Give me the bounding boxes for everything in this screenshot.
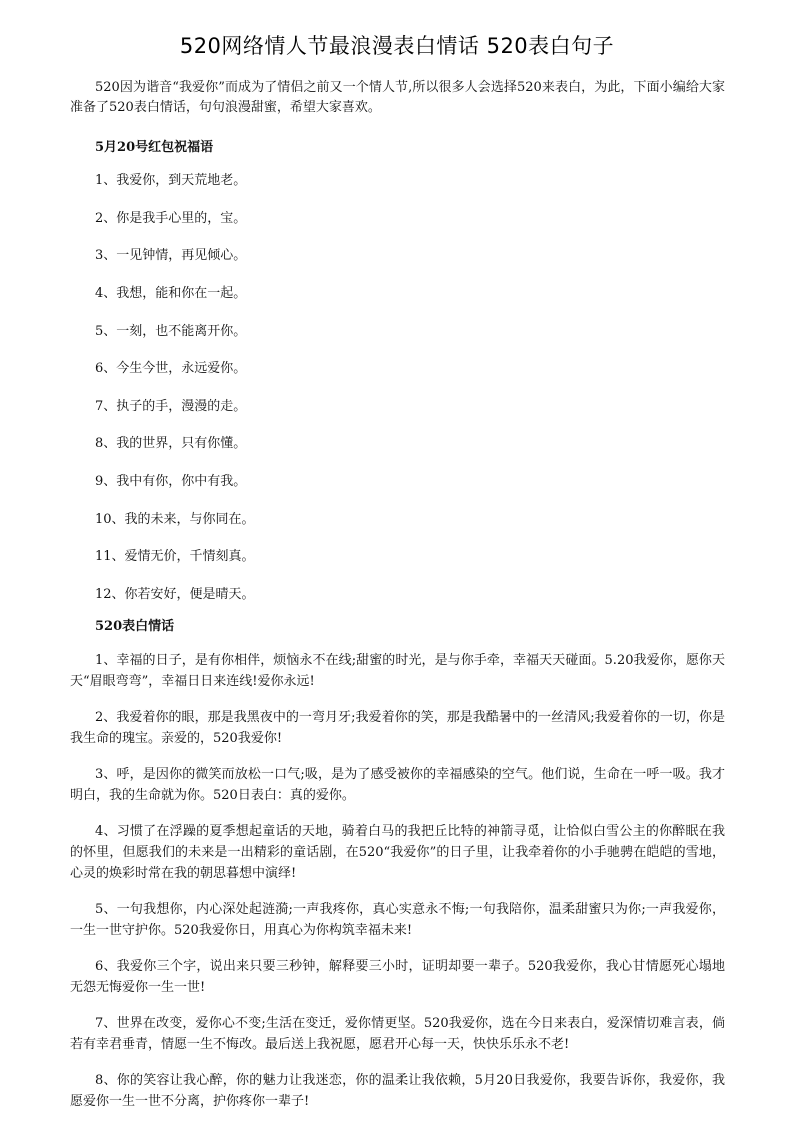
list-item: 9、我中有你，你中有我。	[95, 474, 247, 490]
page-title: 520网络情人节最浪漫表白情话 520表白句子	[179, 34, 615, 58]
list-item: 4、我想，能和你在一起。	[95, 285, 247, 301]
paragraph-item: 1、幸福的日子，是有你相伴，烦恼永不在线;甜蜜的时光，是与你手牵，幸福天天碰面。5.20我爱你，愿你天天“眉眼弯弯”，幸福日日来连线!爱你永远!	[70, 653, 725, 689]
paragraph-item: 5、一句我想你，内心深处起涟漪;一声我疼你，真心实意永不悔;一句我陪你，温柔甜蜜只为你;一声我爱你，一生一世守护你。520我爱你日，用真心为你构筑幸福未来!	[70, 902, 725, 938]
list-item: 6、今生今世，永远爱你。	[95, 361, 247, 377]
section-heading-red-envelope: 5月20号红包祝福语	[95, 140, 214, 155]
list-item: 8、我的世界，只有你懂。	[95, 436, 247, 452]
blessing-list	[95, 170, 255, 622]
list-item: 5、一刻，也不能离开你。	[95, 323, 247, 339]
list-item: 10、我的未来，与你同在。	[95, 511, 255, 527]
paragraph-item: 3、呼，是因你的微笑而放松一口气;吸，是为了感受被你的幸福感染的空气。他们说，生命在一呼一吸。我才明白，我的生命就为你。520日表白：真的爱你。	[70, 767, 725, 803]
paragraph-item: 4、习惯了在浮躁的夏季想起童话的天地，骑着白马的我把丘比特的神箭寻觅，让恰似白雪公主的你醉眠在我的怀里，但愿我们的未来是一出精彩的童话剧，在520“我爱你”的日子里，让我牵着你的小手驰骋在皑皑的雪地，心灵的焕彩时常在我的朝思暮想中演绎!	[70, 824, 725, 881]
paragraph-item: 8、你的笑容让我心醉，你的魅力让我迷恋，你的温柔让我依赖，5月20日我爱你，我要告诉你，我爱你，我愿爱你一生一世不分离，护你疼你一辈子!	[70, 1073, 725, 1109]
paragraph-item: 2、我爱着你的眼，那是我黑夜中的一弯月牙;我爱着你的笑，那是我酷暑中的一丝清风;我爱着你的一切，你是我生命的瑰宝。亲爱的，520我爱你!	[70, 710, 725, 746]
section-heading-confession: 520表白情话	[95, 619, 175, 634]
intro-paragraph: 520因为谐音“我爱你”而成为了情侣之前又一个情人节,所以很多人会选择520来表白，为此，下面小编给大家准备了520表白情话，句句浪漫甜蜜，希望大家喜欢。	[70, 80, 725, 115]
list-item: 1、我爱你，到天荒地老。	[95, 173, 247, 188]
list-item: 3、一见钟情，再见倾心。	[95, 248, 247, 264]
list-item: 12、你若安好，便是晴天。	[95, 587, 255, 603]
list-item: 2、你是我手心里的，宝。	[95, 210, 247, 226]
paragraph-item: 7、世界在改变，爱你心不变;生活在变迁，爱你情更坚。520我爱你，选在今日来表白，爱深情切难言表，倘若有幸君垂青，情愿一生不悔改。最后送上我祝愿，愿君开心每一天，快快乐乐永不老!	[70, 1016, 725, 1052]
list-item: 7、执子的手，漫漫的走。	[95, 398, 247, 414]
list-item: 11、爱情无价，千情刻真。	[95, 549, 255, 565]
paragraph-item: 6、我爱你三个字，说出来只要三秒钟，解释要三小时，证明却要一辈子。520我爱你，我心甘情愿死心塌地无怨无悔爱你一生一世!	[70, 959, 725, 995]
confession-list	[70, 650, 725, 1127]
